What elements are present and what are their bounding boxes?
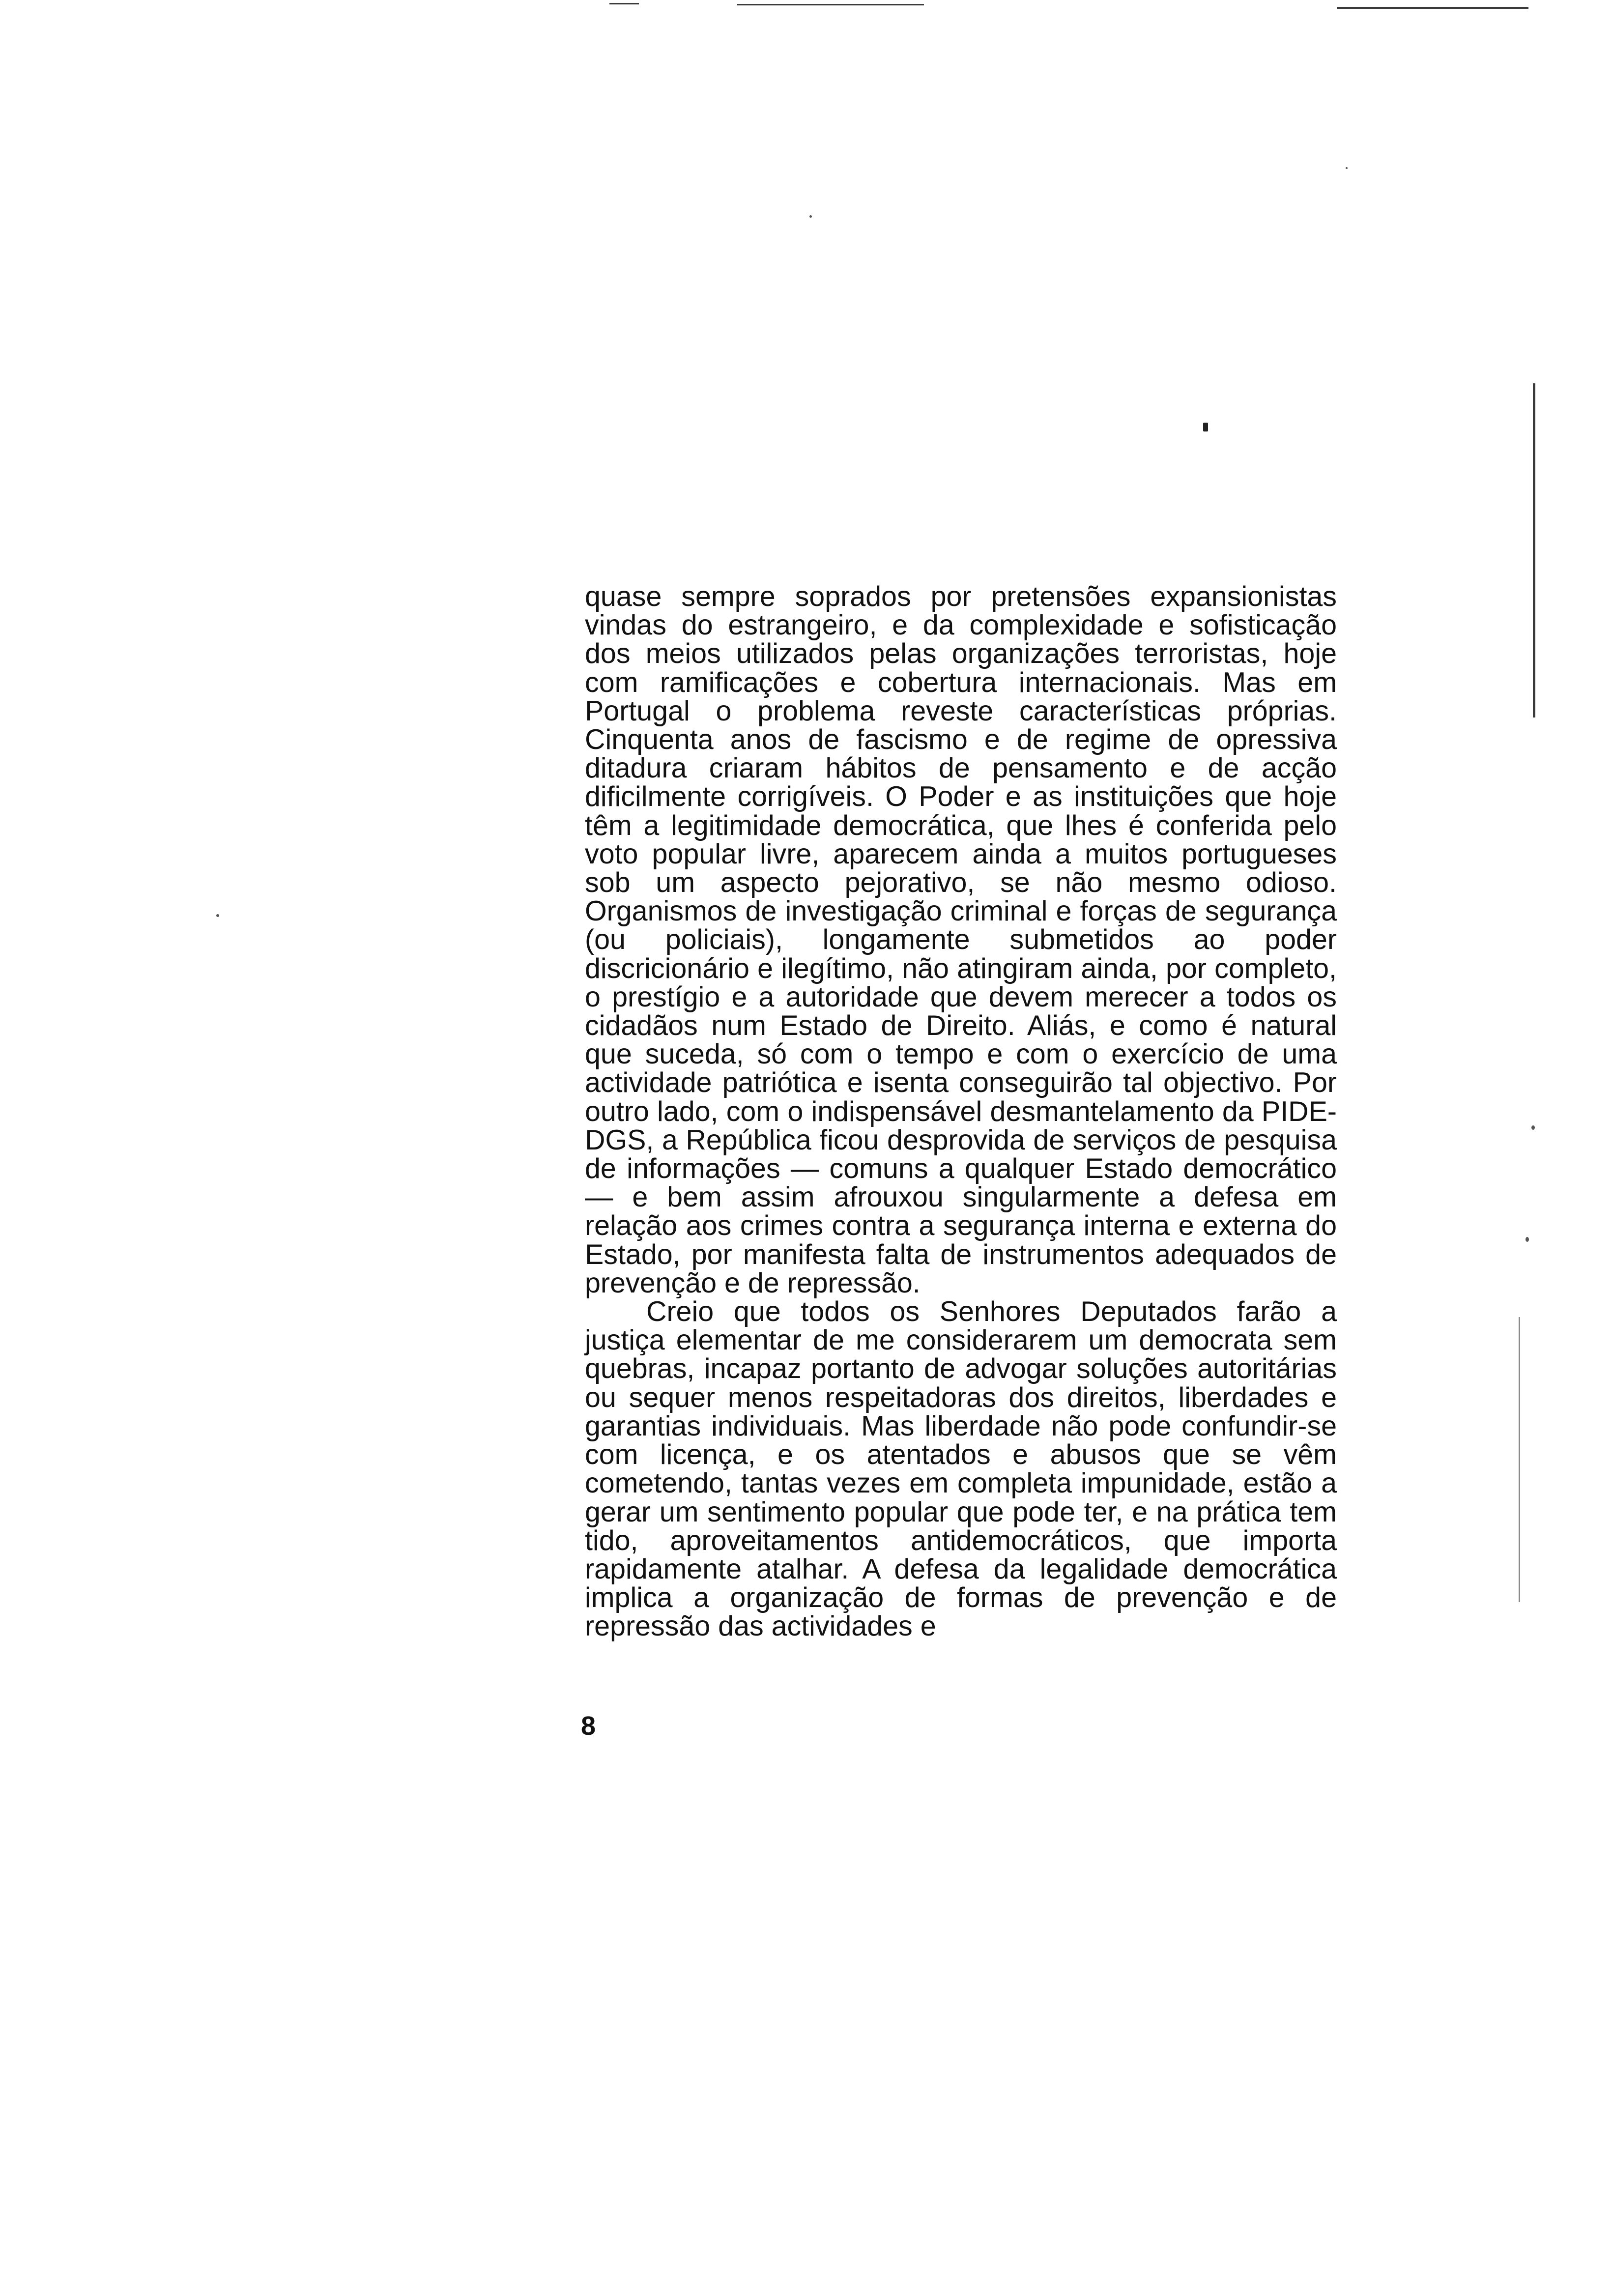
scan-speck-3 xyxy=(216,914,219,917)
scan-speck-2 xyxy=(809,215,812,218)
scan-speck-1 xyxy=(1203,423,1208,431)
body-text xyxy=(585,582,1337,1641)
scan-edge-line-top-1 xyxy=(609,3,639,4)
scan-edge-line-right-faint xyxy=(1519,1317,1520,1602)
scan-speck-5 xyxy=(1526,1237,1529,1242)
paragraph-1: quase sempre soprados por pretensões expansionistas vindas do estrangeiro, e da complexidade e sofisticação dos meios utilizados pelas organizações terroristas, hoje com ramificações e cobertura internacionais. Mas em Portugal o problema reveste características próprias. Cinquenta anos de fascismo e de regime de opressiva ditadura criaram hábitos de pensamento e de acção dificilmente corrigíveis. O Poder e as instituições que hoje têm a legitimidade democrática, que lhes é conferida pelo voto popular livre, aparecem ainda a muitos portugueses sob um aspecto pejorativo, se não mesmo odioso. Organismos de investigação criminal e forças de segurança (ou policiais), longamente submetidos ao poder discricionário e ilegítimo, não atingiram ainda, por completo, o prestígio e a autoridade que devem merecer a todos os cidadãos num Estado de Direito. Aliás, e como é natural que suceda, só com o tempo e com o exercício de uma actividade patriótica e isenta conseguirão tal objectivo. Por outro lado, com o indispensável desmantelamento da PIDE-DGS, a República ficou desprovida de serviços de pesquisa de informações — comuns a qualquer Estado democrático — e bem assim afrouxou singularmente a defesa em relação aos crimes contra a segurança interna e externa do Estado, por manifesta falta de instrumentos adequados de prevenção e de repressão. xyxy=(585,581,1337,1299)
paragraph-2: Creio que todos os Senhores Deputados farão a justiça elementar de me considerarem um democrata sem quebras, incapaz portanto de advogar soluções autoritárias ou sequer menos respeitadoras dos direitos, liberdades e garantias individuais. Mas liberdade não pode confundir-se com licença, e os atentados e abusos que se vêm cometendo, tantas vezes em completa impunidade, estão a gerar um sentimento popular que pode ter, e na prática tem tido, aproveitamentos antidemocráticos, que importa rapidamente atalhar. A defesa da legalidade democrática implica a organização de formas de prevenção e de repressão das actividades e xyxy=(585,1296,1337,1642)
page-number: 8 xyxy=(581,1711,596,1741)
scan-edge-line-top-2 xyxy=(737,4,924,5)
scan-edge-line-right xyxy=(1533,383,1535,718)
scan-speck-4 xyxy=(1531,1125,1535,1130)
scan-edge-line-top-3 xyxy=(1337,7,1528,9)
scan-speck-6 xyxy=(1346,167,1348,169)
